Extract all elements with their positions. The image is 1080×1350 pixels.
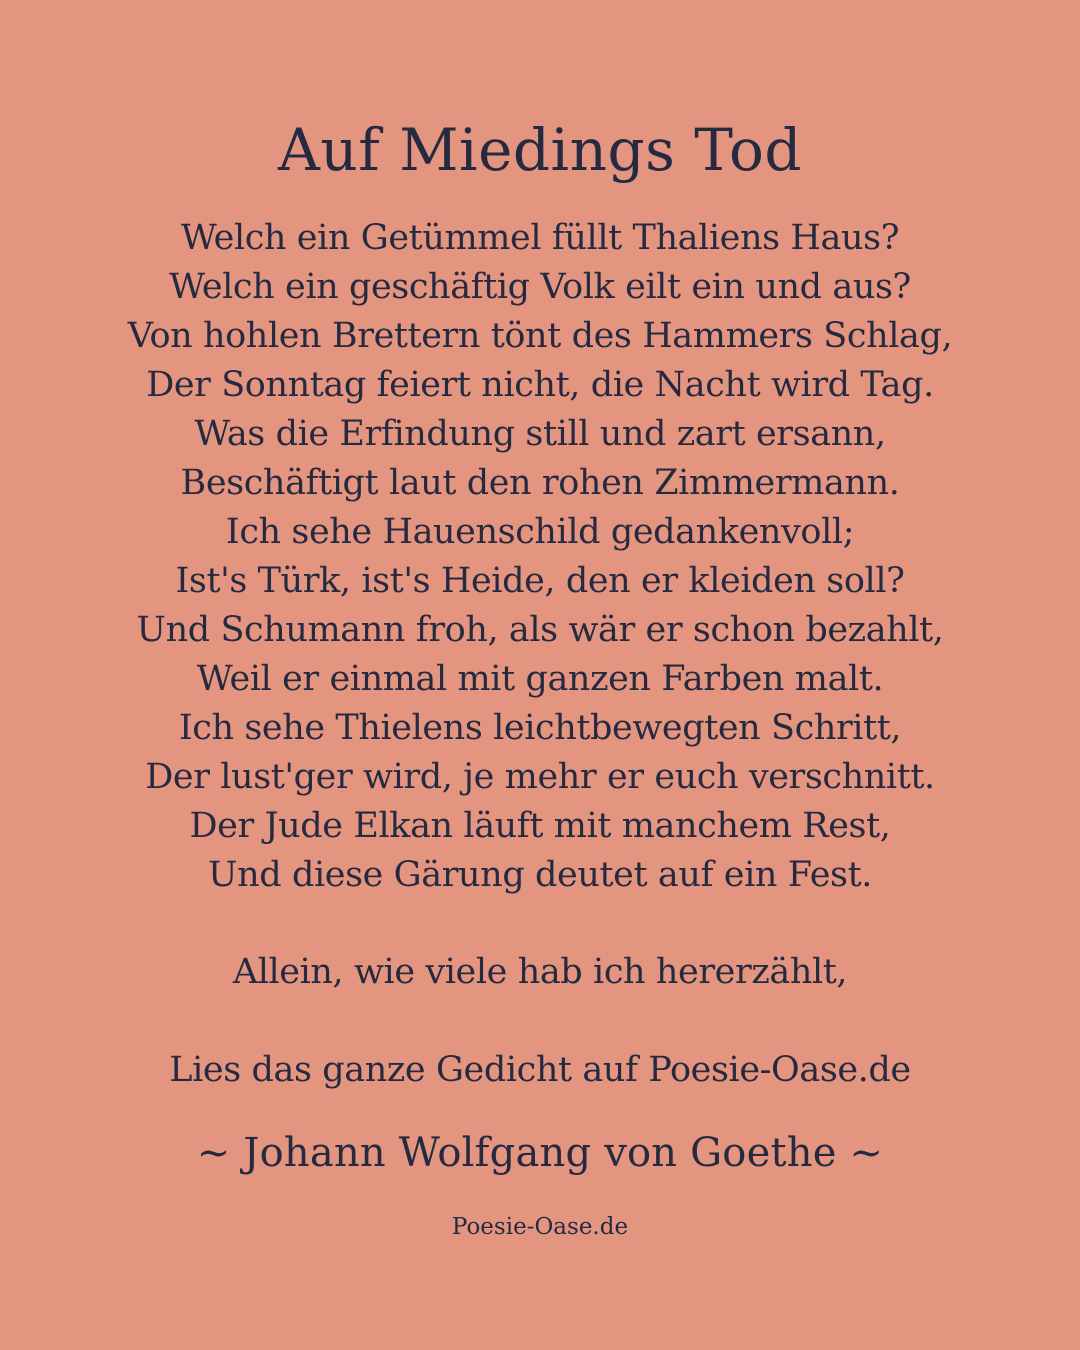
poem-line: Und diese Gärung deutet auf ein Fest. — [208, 855, 872, 895]
poem-line: Und Schumann froh, als wär er schon bezahlt, — [136, 610, 944, 650]
poem-line: Welch ein geschäftig Volk eilt ein und aus? — [169, 267, 911, 307]
site-footer: Poesie-Oase.de — [451, 1214, 629, 1240]
poem-line: Der lust'ger wird, je mehr er euch verschnitt. — [145, 757, 935, 797]
poem-line: Ich sehe Hauenschild gedankenvoll; — [225, 512, 855, 552]
poem-line: Weil er einmal mit ganzen Farben malt. — [196, 659, 884, 699]
poem-line: Ist's Türk, ist's Heide, den er kleiden soll? — [175, 561, 905, 601]
poem-line: Ich sehe Thielens leichtbewegten Schritt, — [178, 708, 902, 748]
poem-line: Beschäftigt laut den rohen Zimmermann. — [180, 463, 900, 503]
poem-line: Welch ein Getümmel füllt Thaliens Haus? — [180, 218, 900, 258]
poem-line: Der Jude Elkan läuft mit manchem Rest, — [189, 806, 891, 846]
poem-line: Der Sonntag feiert nicht, die Nacht wird Tag. — [146, 365, 934, 405]
excerpt-line: Allein, wie viele hab ich hererzählt, — [232, 952, 848, 992]
poem-author: ~ Johann Wolfgang von Goethe ~ — [196, 1130, 884, 1176]
poem-line: Was die Erfindung still und zart ersann, — [194, 414, 886, 454]
poem-stanza — [0, 214, 1080, 900]
read-full-poem-text: Lies das ganze Gedicht auf Poesie-Oase.de — [169, 1050, 911, 1090]
poem-title: Auf Miedings Tod — [278, 116, 802, 184]
poem-line: Von hohlen Brettern tönt des Hammers Schlag, — [127, 316, 953, 356]
